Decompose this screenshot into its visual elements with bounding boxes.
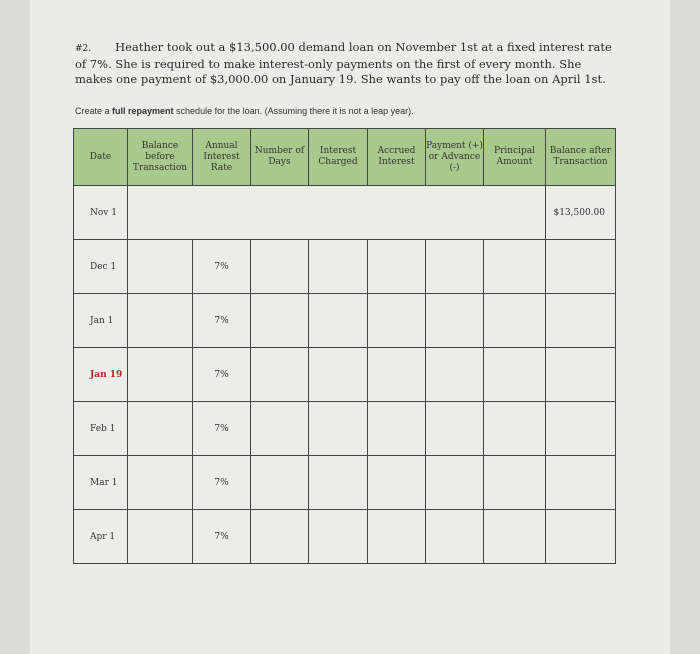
rate-cell: 7% [193, 456, 251, 510]
date-cell: Dec 1 [74, 240, 128, 294]
empty-cell[interactable] [426, 348, 484, 402]
empty-cell[interactable] [309, 240, 368, 294]
table-row [74, 294, 616, 348]
header-cell: Principal Amount [484, 129, 546, 186]
empty-cell[interactable] [309, 348, 368, 402]
empty-cell[interactable] [128, 456, 193, 510]
date-cell: Jan 19 [74, 348, 128, 402]
header-cell: Balance after Transaction [546, 129, 616, 186]
empty-cell[interactable] [546, 240, 616, 294]
instruction-bold: full repayment [112, 106, 174, 116]
instruction-post: schedule for the loan. (Assuming there it is not a leap year). [173, 106, 414, 116]
instruction-pre: Create a [75, 106, 113, 116]
empty-cell[interactable] [368, 402, 426, 456]
empty-cell[interactable] [309, 294, 368, 348]
question-text [75, 40, 620, 87]
header-cell: Payment (+) or Advance (-) [426, 129, 484, 186]
date-cell: Nov 1 [74, 186, 128, 240]
empty-cell[interactable] [251, 294, 309, 348]
rate-cell: 7% [193, 510, 251, 564]
empty-cell[interactable] [546, 456, 616, 510]
question-body: Heather took out a $13,500.00 demand loan on November 1st at a fixed interest rate of 7%. She is required to make interest-only payments on the first of every month. She makes one payment of $3,000.00 on January 19. She wants to pay off the loan on April 1st. [75, 40, 612, 86]
empty-cell[interactable] [546, 348, 616, 402]
empty-cell[interactable] [426, 456, 484, 510]
empty-cell[interactable] [251, 348, 309, 402]
instruction [75, 106, 414, 116]
date-cell: Feb 1 [74, 402, 128, 456]
empty-cell[interactable] [368, 348, 426, 402]
header-cell: Number of Days [251, 129, 309, 186]
empty-cell[interactable] [251, 510, 309, 564]
empty-cell[interactable] [484, 510, 546, 564]
rate-cell: 7% [193, 348, 251, 402]
header-cell: Date [74, 129, 128, 186]
empty-cell[interactable] [484, 402, 546, 456]
date-cell: Apr 1 [74, 510, 128, 564]
empty-cell[interactable] [546, 402, 616, 456]
date-cell: Mar 1 [74, 456, 128, 510]
empty-cell[interactable] [484, 456, 546, 510]
empty-cell[interactable] [484, 348, 546, 402]
empty-cell[interactable] [309, 456, 368, 510]
rate-cell: 7% [193, 294, 251, 348]
rate-cell: 7% [193, 402, 251, 456]
question-number: #2. [75, 44, 92, 54]
header-row [74, 129, 616, 186]
empty-cell[interactable] [128, 294, 193, 348]
date-cell: Jan 1 [74, 294, 128, 348]
empty-cell[interactable] [426, 510, 484, 564]
header-cell: Balance before Transaction [128, 129, 193, 186]
header-cell: Annual Interest Rate [193, 129, 251, 186]
rate-cell: 7% [193, 240, 251, 294]
empty-cell[interactable] [484, 294, 546, 348]
empty-cell[interactable] [309, 402, 368, 456]
empty-cell[interactable] [128, 402, 193, 456]
empty-cell[interactable] [368, 456, 426, 510]
empty-cell[interactable] [546, 510, 616, 564]
table-row [74, 456, 616, 510]
empty-cell[interactable] [426, 294, 484, 348]
empty-cell[interactable] [484, 240, 546, 294]
table-row [74, 186, 616, 240]
table-row [74, 402, 616, 456]
table-row [74, 240, 616, 294]
header-cell: Interest Charged [309, 129, 368, 186]
merged-empty-cell[interactable] [128, 186, 546, 240]
empty-cell[interactable] [128, 240, 193, 294]
empty-cell[interactable] [426, 402, 484, 456]
table-row [74, 510, 616, 564]
empty-cell[interactable] [309, 510, 368, 564]
balance-after-cell: $13,500.00 [546, 186, 616, 240]
empty-cell[interactable] [251, 402, 309, 456]
header-cell: Accrued Interest [368, 129, 426, 186]
repayment-schedule-table [73, 128, 616, 564]
empty-cell[interactable] [426, 240, 484, 294]
empty-cell[interactable] [251, 456, 309, 510]
empty-cell[interactable] [546, 294, 616, 348]
empty-cell[interactable] [368, 240, 426, 294]
empty-cell[interactable] [368, 510, 426, 564]
table-row [74, 348, 616, 402]
empty-cell[interactable] [251, 240, 309, 294]
empty-cell[interactable] [128, 348, 193, 402]
empty-cell[interactable] [368, 294, 426, 348]
empty-cell[interactable] [128, 510, 193, 564]
